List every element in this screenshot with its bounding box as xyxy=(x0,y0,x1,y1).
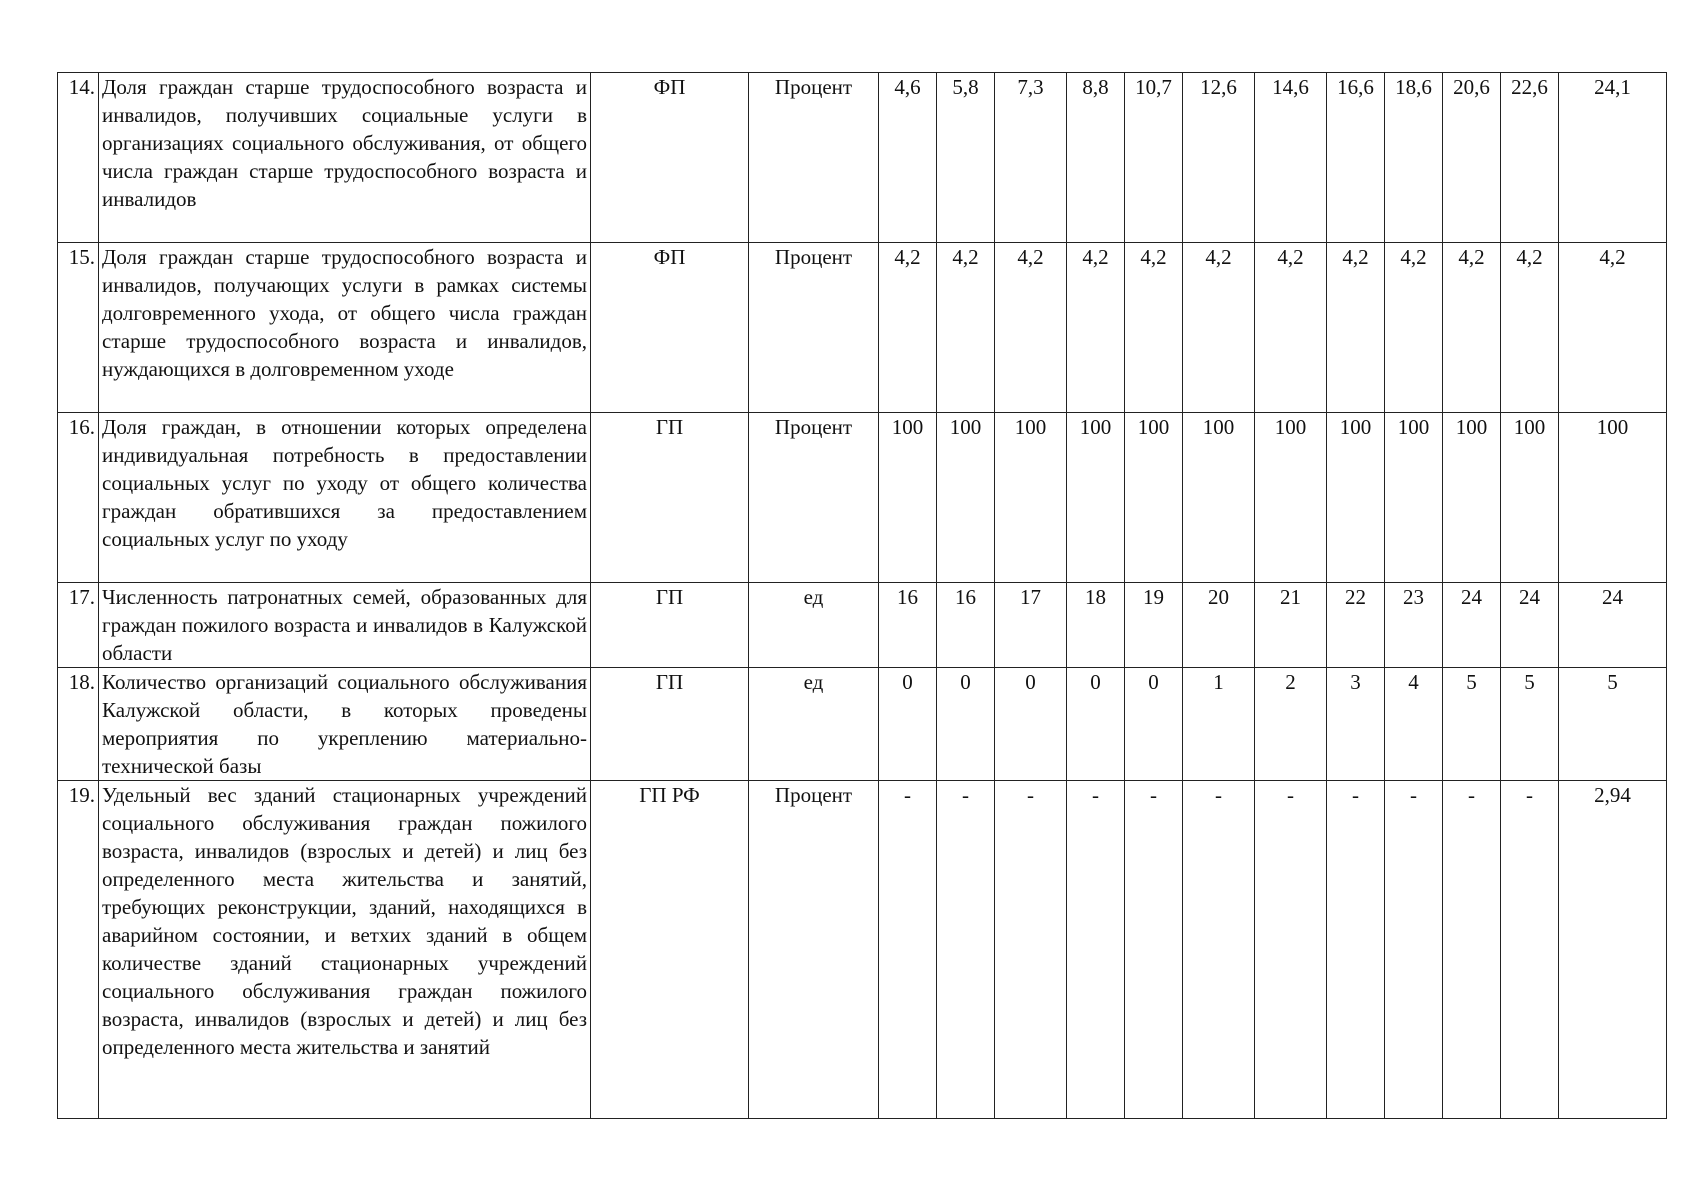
indicator-name: Доля граждан старше трудоспособного возраста и инвалидов, получающих услуги в рамках системы долговременного ухода, от общего числа граждан старше трудоспособного возраста и инвалидов, нуждающихся в долговременном уходе xyxy=(99,243,591,413)
table-row xyxy=(58,668,1667,781)
unit-cell: Процент xyxy=(749,73,879,243)
value-cell: 24 xyxy=(1501,583,1559,668)
value-cell: 4 xyxy=(1385,668,1443,781)
value-cell: 5 xyxy=(1443,668,1501,781)
unit-cell: Процент xyxy=(749,781,879,1119)
value-cell: 100 xyxy=(1501,413,1559,583)
table-body xyxy=(58,73,1667,1119)
indicators-table xyxy=(57,72,1667,1119)
source-code: ГП xyxy=(591,668,749,781)
value-cell: - xyxy=(1255,781,1327,1119)
value-cell: - xyxy=(1125,781,1183,1119)
value-cell: 8,8 xyxy=(1067,73,1125,243)
value-cell: - xyxy=(1327,781,1385,1119)
value-cell: 0 xyxy=(1125,668,1183,781)
row-number: 18. xyxy=(58,668,99,781)
value-cell: 23 xyxy=(1385,583,1443,668)
value-cell: 16 xyxy=(937,583,995,668)
value-cell: 20,6 xyxy=(1443,73,1501,243)
value-cell: 100 xyxy=(1183,413,1255,583)
row-number: 17. xyxy=(58,583,99,668)
value-cell: 0 xyxy=(937,668,995,781)
value-cell: 100 xyxy=(879,413,937,583)
value-cell: 0 xyxy=(995,668,1067,781)
value-cell: 5 xyxy=(1501,668,1559,781)
value-cell: 24 xyxy=(1443,583,1501,668)
value-cell: 100 xyxy=(1559,413,1667,583)
value-cell: 100 xyxy=(1125,413,1183,583)
indicator-name: Доля граждан, в отношении которых определена индивидуальная потребность в предоставлении социальных услуг по уходу от общего количества граждан обратившихся за предоставлением социальных услуг по уходу xyxy=(99,413,591,583)
value-cell: 12,6 xyxy=(1183,73,1255,243)
value-cell: 10,7 xyxy=(1125,73,1183,243)
value-cell: 4,2 xyxy=(1067,243,1125,413)
source-code: ГП xyxy=(591,583,749,668)
value-cell: 22 xyxy=(1327,583,1385,668)
table-row xyxy=(58,73,1667,243)
value-cell: 0 xyxy=(879,668,937,781)
row-number: 15. xyxy=(58,243,99,413)
value-cell: 22,6 xyxy=(1501,73,1559,243)
value-cell: 4,2 xyxy=(1559,243,1667,413)
value-cell: - xyxy=(1067,781,1125,1119)
source-code: ГП xyxy=(591,413,749,583)
value-cell: 4,2 xyxy=(879,243,937,413)
value-cell: 4,2 xyxy=(1385,243,1443,413)
value-cell: 4,2 xyxy=(1327,243,1385,413)
value-cell: - xyxy=(995,781,1067,1119)
source-code: ФП xyxy=(591,243,749,413)
value-cell: - xyxy=(1443,781,1501,1119)
value-cell: 18,6 xyxy=(1385,73,1443,243)
value-cell: 100 xyxy=(1327,413,1385,583)
value-cell: 4,2 xyxy=(1125,243,1183,413)
value-cell: 100 xyxy=(1067,413,1125,583)
value-cell: 7,3 xyxy=(995,73,1067,243)
unit-cell: Процент xyxy=(749,413,879,583)
row-number: 16. xyxy=(58,413,99,583)
value-cell: 4,2 xyxy=(1183,243,1255,413)
table-row xyxy=(58,583,1667,668)
indicator-name: Удельный вес зданий стационарных учреждений социального обслуживания граждан пожилого возраста, инвалидов (взрослых и детей) и лиц без определенного места жительства и занятий, требующих реконструкции, зданий, находящихся в аварийном состоянии, и ветхих зданий в общем количестве зданий стационарных учреждений социального обслуживания граждан пожилого возраста, инвалидов (взрослых и детей) и лиц без определенного места жительства и занятий xyxy=(99,781,591,1119)
value-cell: 16,6 xyxy=(1327,73,1385,243)
unit-cell: ед xyxy=(749,668,879,781)
source-code: ФП xyxy=(591,73,749,243)
value-cell: 14,6 xyxy=(1255,73,1327,243)
value-cell: 5,8 xyxy=(937,73,995,243)
value-cell: 4,2 xyxy=(1443,243,1501,413)
value-cell: - xyxy=(879,781,937,1119)
value-cell: - xyxy=(1501,781,1559,1119)
unit-cell: ед xyxy=(749,583,879,668)
value-cell: 4,2 xyxy=(937,243,995,413)
table-row xyxy=(58,243,1667,413)
value-cell: - xyxy=(1385,781,1443,1119)
value-cell: 100 xyxy=(1255,413,1327,583)
table-row xyxy=(58,413,1667,583)
value-cell: 16 xyxy=(879,583,937,668)
row-number: 19. xyxy=(58,781,99,1119)
value-cell: 19 xyxy=(1125,583,1183,668)
value-cell: 24 xyxy=(1559,583,1667,668)
value-cell: 3 xyxy=(1327,668,1385,781)
value-cell: 100 xyxy=(1385,413,1443,583)
value-cell: 4,2 xyxy=(1255,243,1327,413)
document-page xyxy=(57,72,1666,1119)
indicator-name: Доля граждан старше трудоспособного возраста и инвалидов, получивших социальные услуги в организациях социального обслуживания, от общего числа граждан старше трудоспособного возраста и инвалидов xyxy=(99,73,591,243)
value-cell: 100 xyxy=(995,413,1067,583)
value-cell: 1 xyxy=(1183,668,1255,781)
value-cell: 5 xyxy=(1559,668,1667,781)
value-cell: 17 xyxy=(995,583,1067,668)
value-cell: 21 xyxy=(1255,583,1327,668)
value-cell: 24,1 xyxy=(1559,73,1667,243)
value-cell: 2 xyxy=(1255,668,1327,781)
indicator-name: Количество организаций социального обслуживания Калужской области, в которых проведены мероприятия по укреплению материально-технической базы xyxy=(99,668,591,781)
row-number: 14. xyxy=(58,73,99,243)
value-cell: 4,6 xyxy=(879,73,937,243)
value-cell: 4,2 xyxy=(995,243,1067,413)
table-row xyxy=(58,781,1667,1119)
indicator-name: Численность патронатных семей, образованных для граждан пожилого возраста и инвалидов в Калужской области xyxy=(99,583,591,668)
value-cell: 4,2 xyxy=(1501,243,1559,413)
value-cell: - xyxy=(1183,781,1255,1119)
source-code: ГП РФ xyxy=(591,781,749,1119)
value-cell: 100 xyxy=(1443,413,1501,583)
value-cell: 2,94 xyxy=(1559,781,1667,1119)
value-cell: 18 xyxy=(1067,583,1125,668)
unit-cell: Процент xyxy=(749,243,879,413)
value-cell: - xyxy=(937,781,995,1119)
value-cell: 100 xyxy=(937,413,995,583)
value-cell: 0 xyxy=(1067,668,1125,781)
value-cell: 20 xyxy=(1183,583,1255,668)
